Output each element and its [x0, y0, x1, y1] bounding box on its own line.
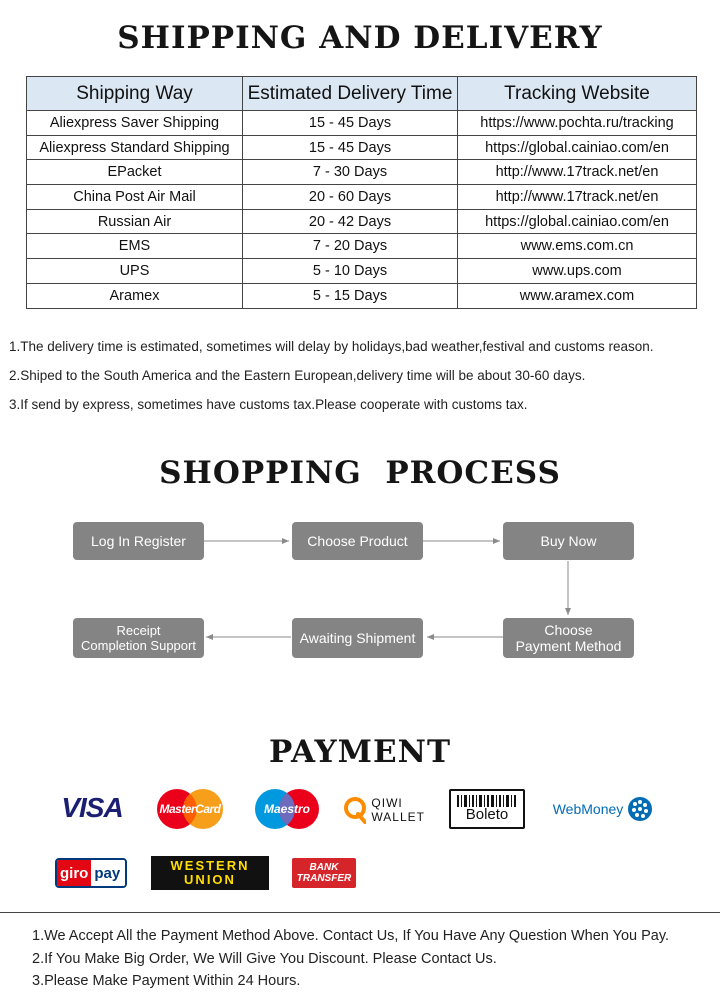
table-header-row — [27, 77, 697, 111]
payment-title: PAYMENT — [268, 734, 452, 770]
tracking-website-cell: www.ups.com — [458, 259, 697, 284]
tracking-website-cell: http://www.17track.net/en — [458, 185, 697, 210]
western-text: WESTERN — [170, 858, 250, 873]
step-label: Payment Method — [515, 638, 622, 654]
shipping-way-cell: EPacket — [27, 160, 243, 185]
wallet-text: WALLET — [371, 810, 425, 824]
shipping-note: 3.If send by express, sometimes have customs tax.Please cooperate with customs tax. — [9, 397, 528, 412]
webmoney-globe-icon — [627, 796, 653, 822]
mastercard-logo-text: MasterCard — [159, 802, 221, 816]
delivery-time-cell: 7 - 20 Days — [243, 234, 458, 259]
qiwi-wallet-logo — [343, 790, 425, 830]
step-receipt-completion — [73, 618, 204, 658]
header-tracking-website: Tracking Website — [458, 77, 697, 111]
shipping-way-cell: UPS — [27, 259, 243, 284]
shipping-way-cell: China Post Air Mail — [27, 185, 243, 210]
boleto-text: Boleto — [465, 806, 509, 823]
shipping-way-cell: Aliexpress Saver Shipping — [27, 111, 243, 136]
shipping-way-cell: Aliexpress Standard Shipping — [27, 135, 243, 160]
delivery-time-cell: 15 - 45 Days — [243, 135, 458, 160]
maestro-logo-text: Maestro — [263, 802, 310, 816]
visa-logo — [52, 786, 132, 830]
bank-text: BANK — [309, 862, 339, 873]
transfer-text: TRANSFER — [296, 873, 352, 884]
table-row — [27, 259, 697, 284]
delivery-time-cell: 5 - 10 Days — [243, 259, 458, 284]
delivery-time-cell: 15 - 45 Days — [243, 111, 458, 136]
step-label: Buy Now — [540, 533, 597, 549]
giropay-logo — [55, 858, 127, 888]
payment-term: 3.Please Make Payment Within 24 Hours. — [32, 973, 301, 989]
western-union-logo — [151, 856, 269, 890]
giropay-pay-text: pay — [91, 860, 125, 886]
tracking-website-cell: https://global.cainiao.com/en — [458, 209, 697, 234]
tracking-website-cell: https://www.pochta.ru/tracking — [458, 111, 697, 136]
step-label: Receipt — [116, 623, 161, 638]
table-row — [27, 185, 697, 210]
step-awaiting-shipment — [292, 618, 423, 658]
tracking-website-cell: https://global.cainiao.com/en — [458, 135, 697, 160]
step-choose-payment-method — [503, 618, 634, 658]
table-row — [27, 135, 697, 160]
payment-term: 2.If You Make Big Order, We Will Give You Discount. Please Contact Us. — [32, 950, 497, 967]
shipping-way-cell: EMS — [27, 234, 243, 259]
tracking-website-cell: www.ems.com.cn — [458, 234, 697, 259]
delivery-time-cell: 5 - 15 Days — [243, 283, 458, 308]
header-delivery-time: Estimated Delivery Time — [243, 77, 458, 111]
table-row — [27, 160, 697, 185]
shipping-note: 2.Shiped to the South America and the Eastern European,delivery time will be about 30-60 days. — [9, 368, 586, 383]
table-row — [27, 234, 697, 259]
step-label: Log In Register — [91, 533, 186, 549]
tracking-website-cell: http://www.17track.net/en — [458, 160, 697, 185]
bank-transfer-logo — [292, 858, 356, 888]
step-buy-now — [503, 522, 634, 560]
delivery-time-cell: 20 - 60 Days — [243, 185, 458, 210]
payment-terms — [32, 926, 712, 994]
step-label: Choose — [544, 622, 593, 638]
visa-logo-text: VISA — [61, 792, 123, 823]
giropay-giro-text: giro — [57, 860, 91, 886]
union-text: UNION — [184, 872, 236, 887]
shipping-note: 1.The delivery time is estimated, sometimes will delay by holidays,bad weather,festival and customs reason. — [9, 339, 654, 354]
tracking-website-cell: www.aramex.com — [458, 283, 697, 308]
shipping-table — [26, 76, 697, 309]
header-shipping-way: Shipping Way — [27, 77, 243, 111]
divider — [0, 912, 720, 913]
process-title: SHOPPING PROCESS — [159, 455, 561, 491]
maestro-logo — [251, 788, 323, 830]
table-row — [27, 209, 697, 234]
step-label: Awaiting Shipment — [299, 630, 416, 646]
webmoney-text: WebMoney — [552, 801, 624, 817]
shipping-way-cell: Russian Air — [27, 209, 243, 234]
table-row — [27, 111, 697, 136]
qiwi-q-icon — [343, 796, 366, 824]
step-choose-product — [292, 522, 423, 560]
shipping-title: SHIPPING AND DELIVERY — [117, 20, 603, 56]
qiwi-text: QIWI — [371, 796, 403, 810]
delivery-time-cell: 20 - 42 Days — [243, 209, 458, 234]
delivery-time-cell: 7 - 30 Days — [243, 160, 458, 185]
shipping-notes — [9, 337, 719, 424]
step-label: Completion Support — [81, 638, 196, 653]
payment-term: 1.We Accept All the Payment Method Above. Contact Us, If You Have Any Question When You Pay. — [32, 928, 670, 944]
mastercard-logo — [151, 788, 229, 830]
webmoney-logo — [550, 791, 656, 827]
step-label: Choose Product — [307, 533, 408, 549]
step-login-register — [73, 522, 204, 560]
boleto-logo — [449, 789, 525, 829]
table-row — [27, 283, 697, 308]
shipping-way-cell: Aramex — [27, 283, 243, 308]
